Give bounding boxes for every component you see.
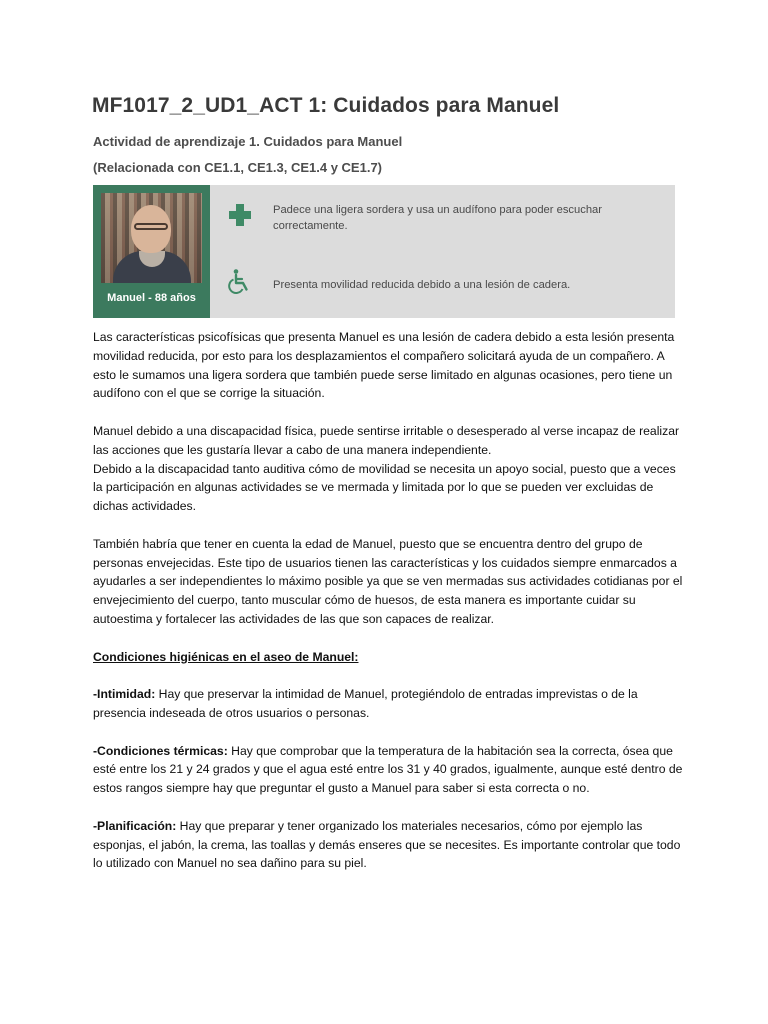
section-heading xyxy=(93,648,683,667)
mobility-condition-text: Presenta movilidad reducida debido a una lesión de cadera. xyxy=(273,279,571,291)
document-title: MF1017_2_UD1_ACT 1: Cuidados para Manuel xyxy=(92,94,560,117)
paragraph-termicas xyxy=(93,742,683,798)
patient-photo xyxy=(101,193,202,283)
paragraph-planificacion xyxy=(93,817,683,873)
planificacion-label: -Planificación: xyxy=(93,818,177,833)
document-body xyxy=(93,328,683,892)
intimidad-text: Hay que preservar la intimidad de Manuel, protegiéndolo de entradas imprevistas o de la presencia indeseada de otros usuarios o personas. xyxy=(93,687,638,720)
paragraph-disability: Manuel debido a una discapacidad física, puede sentirse irritable o desesperado al verse incapaz de realizar las acciones que les gustaría llevar a cabo de una manera independiente. xyxy=(93,423,680,457)
paragraph-social-support: Debido a la discapacidad tanto auditiva cómo de movilidad se necesita un apoyo social, puesto que a veces la participación en algunas actividades se ve mermada y limitada por lo que se pueden ver excluidas de dichas actividades. xyxy=(93,461,676,514)
termicas-text: Hay que comprobar que la temperatura de la habitación sea la correcta, ósea que esté entre los 21 y 24 grados y que el agua esté entre los 31 y 40 grados, igualmente, aunque esté dentro de estos rangos siempre hay que preguntar el gusto a Manuel para saber si esta correcta o no. xyxy=(93,743,683,796)
termicas-label: -Condiciones térmicas: xyxy=(93,743,228,758)
related-criteria: (Relacionada con CE1.1, CE1.3, CE1.4 y CE1.7) xyxy=(93,160,383,175)
paragraph-characteristics: Las características psicofísicas que presenta Manuel es una lesión de cadera debido a esta lesión presenta movilidad reducida, por esto para los desplazamientos el compañero solicitará ayuda de un compañero. A esto le sumamos una ligera sordera que también puede serse limitado en algunas ocasiones, pero tiene un audífono con el que se corrige la situación. xyxy=(93,330,675,401)
hygiene-heading: Condiciones higiénicas en el aseo de Manuel: xyxy=(93,649,359,664)
medical-cross-icon xyxy=(227,202,253,228)
activity-subtitle: Actividad de aprendizaje 1. Cuidados para Manuel xyxy=(93,134,403,149)
paragraph-age: También habría que tener en cuenta la edad de Manuel, puesto que se encuentra dentro del grupo de personas envejecidas. Este tipo de usuarios tienen las características y los cuidados siempre enmarcados a ayudarles a ser independientes lo máximo posible ya que se ven mermadas sus actividades cotidianas por el envejecimiento del cuerpo, tanto muscular cómo de huesos, de esta manera es importante cuidar su autoestima y fortalecer las actividades de las que son capaces de realizar. xyxy=(93,536,683,626)
patient-card xyxy=(93,185,675,318)
planificacion-text: Hay que preparar y tener organizado los materiales necesarios, cómo por ejemplo las esponjas, el jabón, la crema, las toallas y demás enseres que se necesites. Es importante controlar que todo lo utilizado con Manuel no sea dañino para su piel. xyxy=(93,818,681,871)
paragraph-intimidad xyxy=(93,685,683,723)
patient-profile-panel xyxy=(93,185,210,318)
intimidad-label: -Intimidad: xyxy=(93,687,156,702)
patient-name-age: Manuel - 88 años xyxy=(107,292,196,304)
wheelchair-icon xyxy=(227,268,253,294)
hearing-condition-text: Padece una ligera sordera y usa un audífono para poder escuchar correctamente. xyxy=(273,204,603,232)
